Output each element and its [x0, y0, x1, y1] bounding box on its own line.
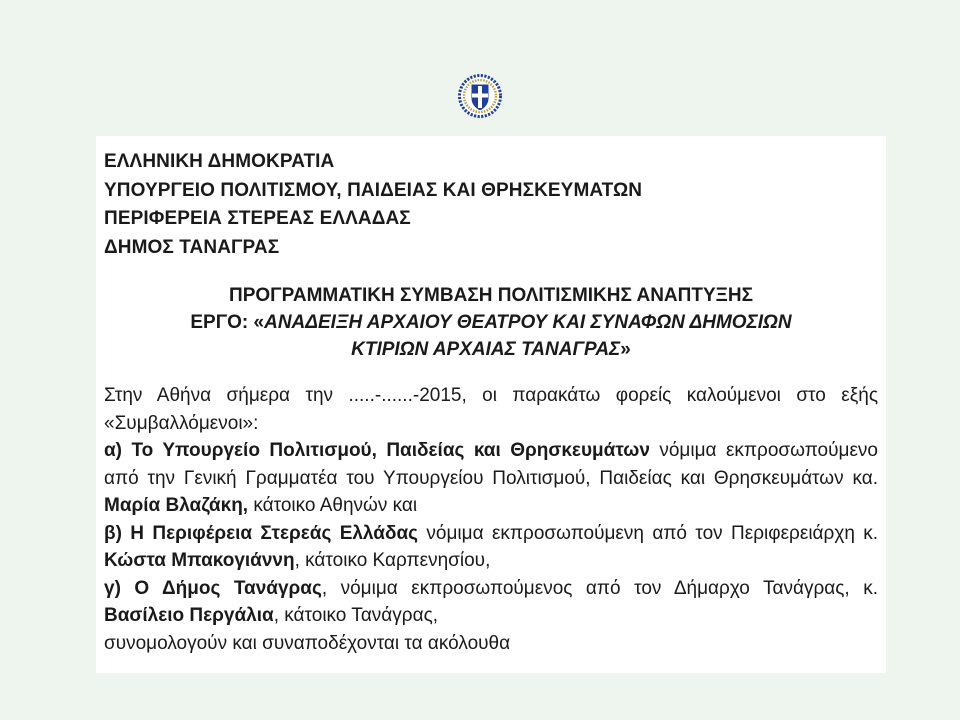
document-header [104, 148, 878, 262]
closing-line: συνομολογούν και συναποδέχονται τα ακόλουθα [104, 632, 511, 654]
project-close-quote: » [620, 339, 631, 360]
project-line-2 [104, 336, 878, 363]
project-name-part-1: ΑΝΑΔΕΙΞΗ ΑΡΧΑΙΟΥ ΘΕΑΤΡΟΥ ΚΑΙ ΣΥΝΑΦΩΝ ΔΗΜΟΣΙΩΝ [264, 312, 792, 333]
party-a-label: α) Το [104, 440, 163, 461]
party-c-text: , νόμιμα εκπροσωπούμενος από τον Δήμαρχο Τανάγρας, κ. [321, 577, 878, 599]
party-c-paragraph [104, 575, 878, 630]
project-label: ΕΡΓΟ: « [190, 312, 265, 333]
party-b-tail: , κάτοικο Καρπενησίου, [294, 550, 491, 571]
project-name-part-2: ΚΤΙΡΙΩΝ ΑΡΧΑΙΑΣ ΤΑΝΑΓΡΑΣ [351, 339, 621, 360]
intro-paragraph: Στην Αθήνα σήμερα την .....-......-2015, οι παρακάτω φορείς καλούμενοι στο εξής «Συμβαλλόμενοι»: [104, 385, 878, 434]
party-a-text: νόμιμα εκπροσωπούμενο από την Γενική Γραμματέα του Υπουργείου Πολιτισμού, Παιδείας και Θρησκευμάτων κα. [104, 440, 878, 489]
project-line [104, 309, 878, 336]
header-line: ΔΗΜΟΣ ΤΑΝΑΓΡΑΣ [104, 236, 280, 258]
party-a-tail: κάτοικο Αθηνών και [248, 495, 418, 516]
party-c-label: γ) Ο [104, 577, 162, 599]
header-line: ΠΕΡΙΦΕΡΕΙΑ ΣΤΕΡΕΑΣ ΕΛΛΑΔΑΣ [104, 208, 411, 229]
party-b-name: Περιφέρεια Στερεάς Ελλάδας [152, 522, 419, 544]
header-line: ΥΠΟΥΡΓΕΙΟ ΠΟΛΙΤΙΣΜΟΥ, ΠΑΙΔΕΙΑΣ ΚΑΙ ΘΡΗΣΚΕΥΜΑΤΩΝ [104, 179, 643, 201]
party-c-tail: , κάτοικο Τανάγρας, [273, 605, 439, 626]
header-line: ΕΛΛΗΝΙΚΗ ΔΗΜΟΚΡΑΤΙΑ [104, 151, 335, 172]
party-b-representative: Κώστα Μπακογιάννη [104, 550, 295, 571]
document-body [104, 382, 878, 657]
party-c-name: Δήμος Τανάγρας [161, 577, 322, 599]
document-title [104, 282, 878, 363]
document-page [96, 136, 886, 673]
party-a-representative: Μαρία Βλαζάκη, [104, 495, 249, 516]
party-b-label: β) Η [104, 522, 153, 544]
party-a-name: Υπουργείο Πολιτισμού, Παιδείας και Θρησκευμάτων [162, 440, 650, 461]
greek-coat-of-arms-icon [458, 74, 502, 118]
party-b-text: νόμιμα εκπροσωπούμενη από τον Περιφερειάρχη κ. [418, 522, 879, 544]
party-a-paragraph [104, 437, 878, 520]
party-b-paragraph [104, 520, 878, 575]
title-line: ΠΡΟΓΡΑΜΜΑΤΙΚΗ ΣΥΜΒΑΣΗ ΠΟΛΙΤΙΣΜΙΚΗΣ ΑΝΑΠΤΥΞΗΣ [229, 285, 753, 306]
party-c-representative: Βασίλειο Περγάλια [104, 605, 274, 626]
